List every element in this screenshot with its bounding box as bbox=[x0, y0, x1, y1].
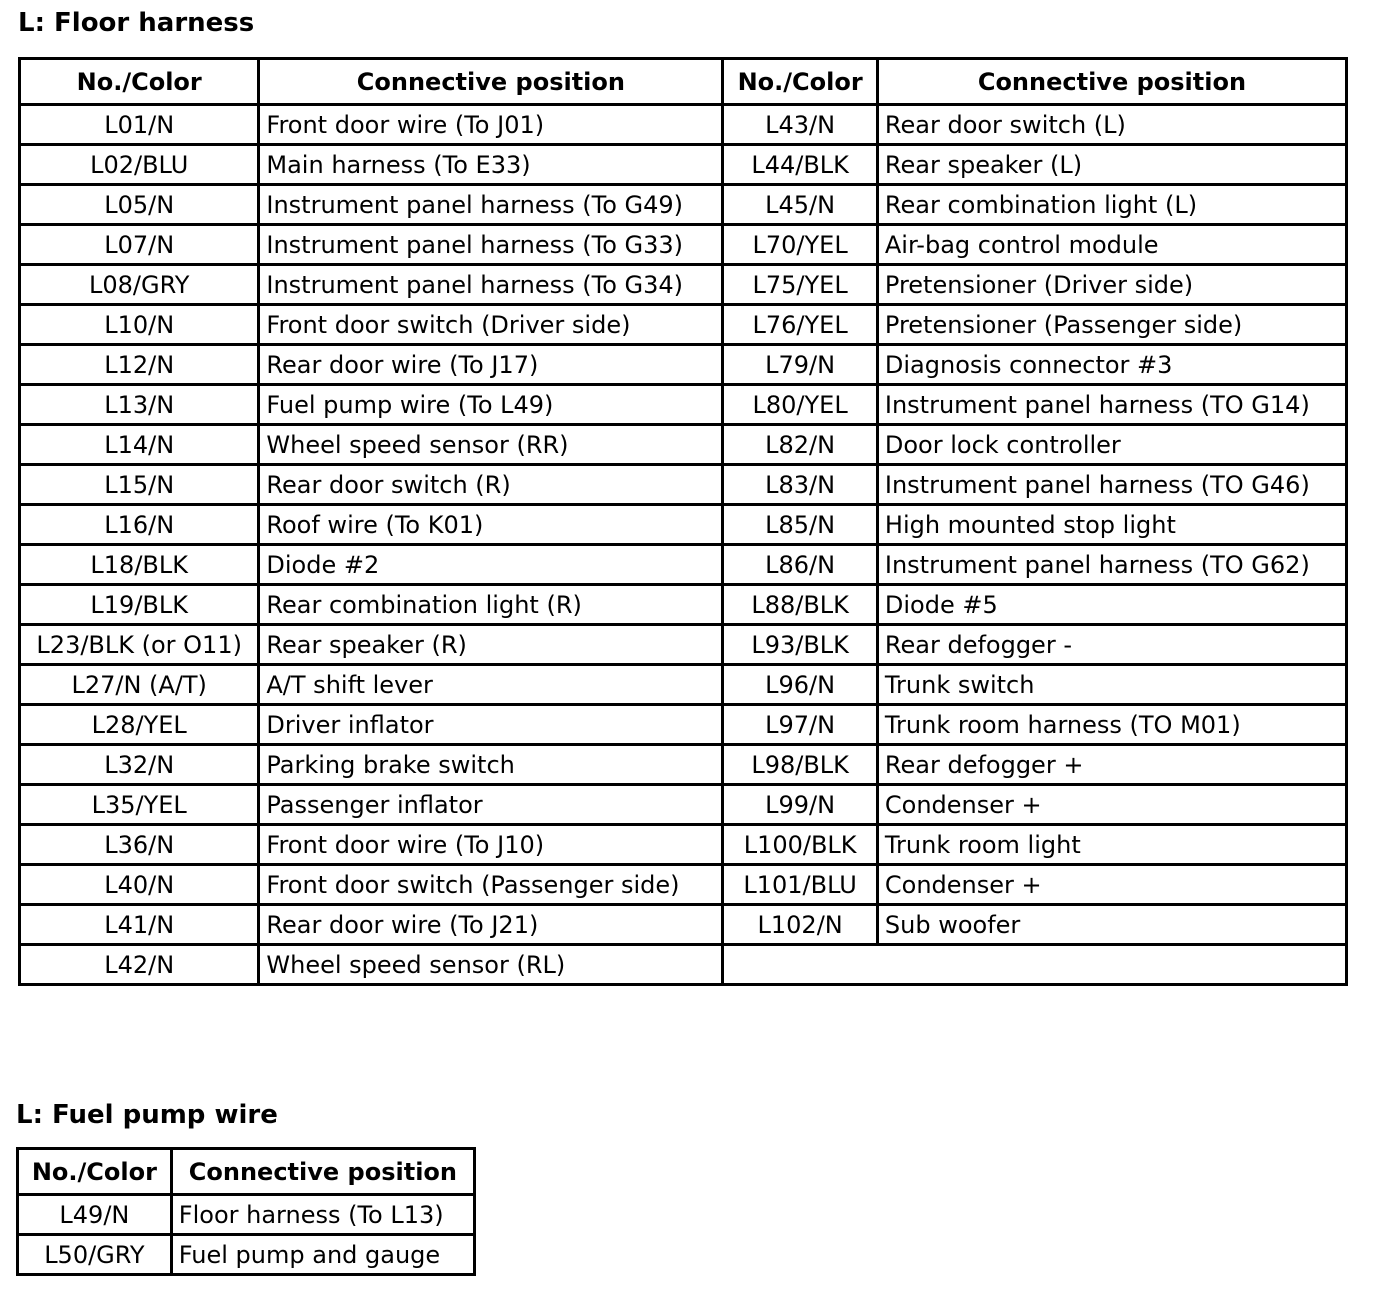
table-row bbox=[20, 265, 1347, 305]
connector-code: L07/N bbox=[20, 225, 259, 265]
connector-code: L79/N bbox=[723, 345, 878, 385]
connective-position: Fuel pump wire (To L49) bbox=[259, 385, 723, 425]
fuel-pump-wire-table bbox=[16, 1147, 476, 1276]
connector-code: L88/BLK bbox=[723, 585, 878, 625]
connective-position: Rear defogger + bbox=[877, 745, 1346, 785]
connector-code: L97/N bbox=[723, 705, 878, 745]
header-position: Connective position bbox=[171, 1149, 474, 1195]
connective-position: Trunk room harness (TO M01) bbox=[877, 705, 1346, 745]
table-row bbox=[20, 505, 1347, 545]
table-row bbox=[20, 185, 1347, 225]
connective-position: Rear door wire (To J17) bbox=[259, 345, 723, 385]
connector-code: L14/N bbox=[20, 425, 259, 465]
connective-position: Wheel speed sensor (RL) bbox=[259, 945, 723, 985]
connective-position: Instrument panel harness (TO G62) bbox=[877, 545, 1346, 585]
connective-position: Front door wire (To J01) bbox=[259, 105, 723, 145]
connector-code: L15/N bbox=[20, 465, 259, 505]
table-row bbox=[20, 465, 1347, 505]
connective-position: Main harness (To E33) bbox=[259, 145, 723, 185]
connective-position: Diode #5 bbox=[877, 585, 1346, 625]
connective-position: Front door switch (Passenger side) bbox=[259, 865, 723, 905]
connective-position: Trunk switch bbox=[877, 665, 1346, 705]
connector-code: L43/N bbox=[723, 105, 878, 145]
connector-code: L27/N (A/T) bbox=[20, 665, 259, 705]
connector-code: L70/YEL bbox=[723, 225, 878, 265]
connector-code: L99/N bbox=[723, 785, 878, 825]
connective-position: Sub woofer bbox=[877, 905, 1346, 945]
connective-position: High mounted stop light bbox=[877, 505, 1346, 545]
floor-harness-table bbox=[18, 57, 1348, 986]
connector-code: L101/BLU bbox=[723, 865, 878, 905]
fuel-pump-wire-header-row bbox=[18, 1149, 475, 1195]
connective-position: Condenser + bbox=[877, 785, 1346, 825]
connector-code: L82/N bbox=[723, 425, 878, 465]
connective-position: Pretensioner (Passenger side) bbox=[877, 305, 1346, 345]
connective-position: Air-bag control module bbox=[877, 225, 1346, 265]
connector-code: L85/N bbox=[723, 505, 878, 545]
table-row bbox=[18, 1235, 475, 1275]
connector-code: L42/N bbox=[20, 945, 259, 985]
connector-code: L19/BLK bbox=[20, 585, 259, 625]
table-row bbox=[20, 665, 1347, 705]
connective-position: Parking brake switch bbox=[259, 745, 723, 785]
table-row bbox=[20, 425, 1347, 465]
connector-code: L40/N bbox=[20, 865, 259, 905]
connective-position: Instrument panel harness (TO G46) bbox=[877, 465, 1346, 505]
connective-position: Rear speaker (R) bbox=[259, 625, 723, 665]
connector-code: L44/BLK bbox=[723, 145, 878, 185]
connector-code: L75/YEL bbox=[723, 265, 878, 305]
table-row bbox=[20, 225, 1347, 265]
connective-position: Rear door switch (R) bbox=[259, 465, 723, 505]
connective-position: Floor harness (To L13) bbox=[171, 1195, 474, 1235]
connector-code: L13/N bbox=[20, 385, 259, 425]
header-position-right: Connective position bbox=[877, 59, 1346, 105]
connective-position: Instrument panel harness (To G49) bbox=[259, 185, 723, 225]
table-row bbox=[20, 345, 1347, 385]
connective-position: Condenser + bbox=[877, 865, 1346, 905]
connective-position: Fuel pump and gauge bbox=[171, 1235, 474, 1275]
table-row bbox=[20, 865, 1347, 905]
table-row bbox=[20, 585, 1347, 625]
floor-harness-title: L: Floor harness bbox=[18, 8, 255, 38]
connective-position: Diagnosis connector #3 bbox=[877, 345, 1346, 385]
table-row bbox=[20, 745, 1347, 785]
connector-code: L10/N bbox=[20, 305, 259, 345]
connective-position: Rear combination light (L) bbox=[877, 185, 1346, 225]
table-row bbox=[20, 385, 1347, 425]
connector-code: L01/N bbox=[20, 105, 259, 145]
connective-position: Roof wire (To K01) bbox=[259, 505, 723, 545]
connector-code: L102/N bbox=[723, 905, 878, 945]
connective-position: Front door switch (Driver side) bbox=[259, 305, 723, 345]
header-no-color: No./Color bbox=[18, 1149, 172, 1195]
connector-code: L96/N bbox=[723, 665, 878, 705]
connective-position: Diode #2 bbox=[259, 545, 723, 585]
connector-code: L41/N bbox=[20, 905, 259, 945]
table-row bbox=[20, 105, 1347, 145]
connective-position: Pretensioner (Driver side) bbox=[877, 265, 1346, 305]
connective-position: Rear combination light (R) bbox=[259, 585, 723, 625]
table-row bbox=[20, 625, 1347, 665]
connective-position: Instrument panel harness (To G34) bbox=[259, 265, 723, 305]
header-no-color-right: No./Color bbox=[723, 59, 878, 105]
connector-code: L16/N bbox=[20, 505, 259, 545]
connector-code: L02/BLU bbox=[20, 145, 259, 185]
connector-code: L23/BLK (or O11) bbox=[20, 625, 259, 665]
connector-code: L93/BLK bbox=[723, 625, 878, 665]
connective-position: Front door wire (To J10) bbox=[259, 825, 723, 865]
header-position-left: Connective position bbox=[259, 59, 723, 105]
connector-code: L86/N bbox=[723, 545, 878, 585]
connector-code: L08/GRY bbox=[20, 265, 259, 305]
table-row bbox=[20, 905, 1347, 945]
connector-code: L50/GRY bbox=[18, 1235, 172, 1275]
empty-cell bbox=[723, 945, 1347, 985]
connective-position: Passenger inflator bbox=[259, 785, 723, 825]
connector-code: L49/N bbox=[18, 1195, 172, 1235]
connective-position: Driver inflator bbox=[259, 705, 723, 745]
table-row bbox=[20, 545, 1347, 585]
connector-code: L35/YEL bbox=[20, 785, 259, 825]
table-row bbox=[20, 305, 1347, 345]
connector-code: L98/BLK bbox=[723, 745, 878, 785]
connective-position: Rear defogger - bbox=[877, 625, 1346, 665]
connector-code: L18/BLK bbox=[20, 545, 259, 585]
table-row bbox=[18, 1195, 475, 1235]
table-row bbox=[20, 145, 1347, 185]
connector-code: L83/N bbox=[723, 465, 878, 505]
connector-code: L76/YEL bbox=[723, 305, 878, 345]
connector-code: L28/YEL bbox=[20, 705, 259, 745]
floor-harness-header-row bbox=[20, 59, 1347, 105]
connector-code: L80/YEL bbox=[723, 385, 878, 425]
connective-position: Trunk room light bbox=[877, 825, 1346, 865]
header-no-color-left: No./Color bbox=[20, 59, 259, 105]
connective-position: Wheel speed sensor (RR) bbox=[259, 425, 723, 465]
connective-position: Rear door switch (L) bbox=[877, 105, 1346, 145]
connector-code: L36/N bbox=[20, 825, 259, 865]
table-row bbox=[20, 945, 1347, 985]
connector-code: L12/N bbox=[20, 345, 259, 385]
connective-position: Door lock controller bbox=[877, 425, 1346, 465]
connector-code: L100/BLK bbox=[723, 825, 878, 865]
connector-code: L05/N bbox=[20, 185, 259, 225]
table-row bbox=[20, 785, 1347, 825]
connective-position: Rear speaker (L) bbox=[877, 145, 1346, 185]
connective-position: Instrument panel harness (To G33) bbox=[259, 225, 723, 265]
table-row bbox=[20, 825, 1347, 865]
connective-position: Rear door wire (To J21) bbox=[259, 905, 723, 945]
connector-code: L32/N bbox=[20, 745, 259, 785]
connector-code: L45/N bbox=[723, 185, 878, 225]
table-row bbox=[20, 705, 1347, 745]
connective-position: A/T shift lever bbox=[259, 665, 723, 705]
connective-position: Instrument panel harness (TO G14) bbox=[877, 385, 1346, 425]
fuel-pump-wire-title: L: Fuel pump wire bbox=[16, 1100, 278, 1130]
